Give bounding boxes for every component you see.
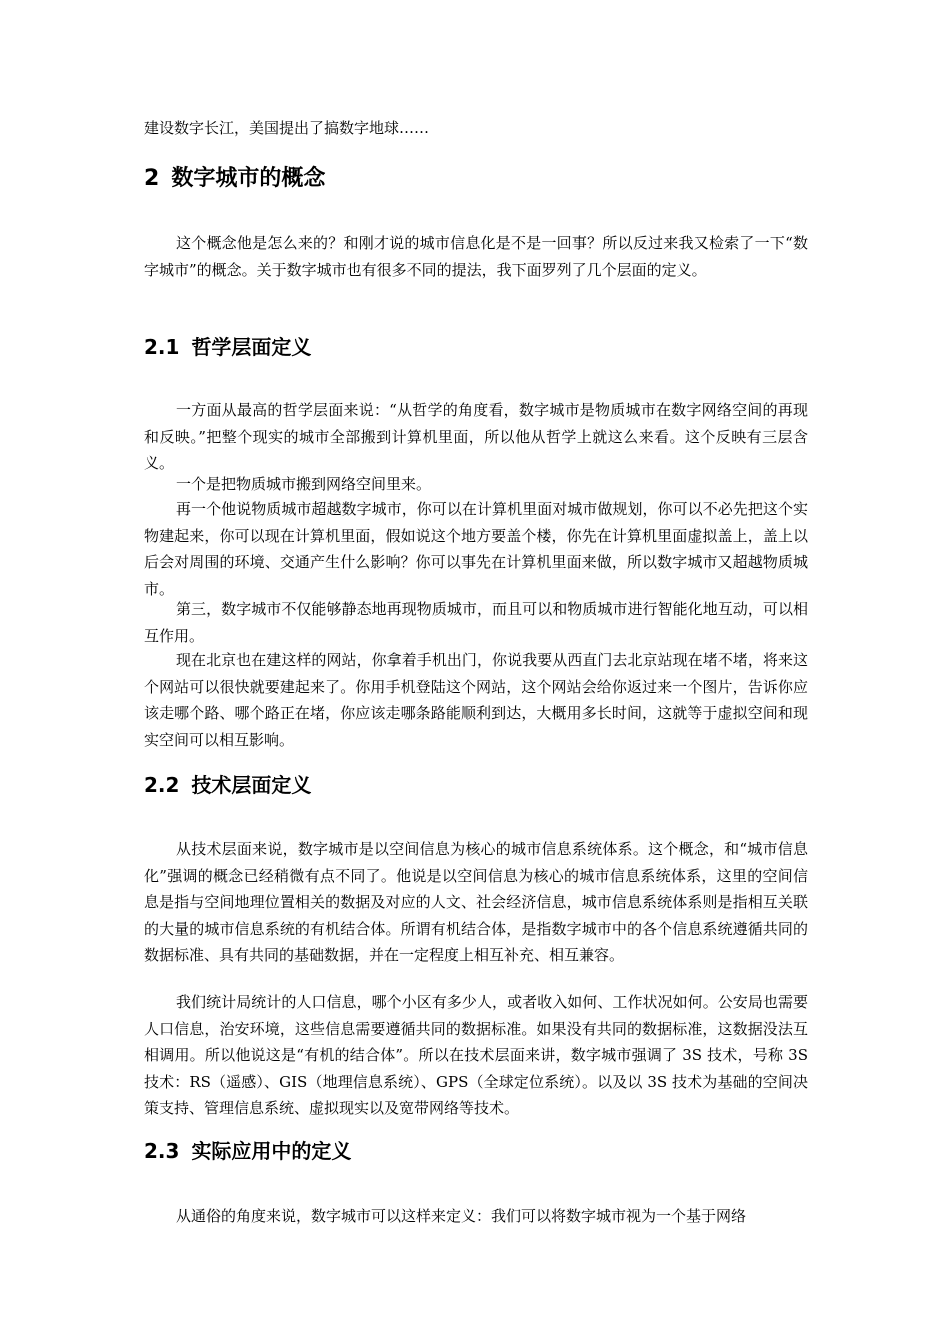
- paragraph: 现在北京也在建这样的网站，你拿着手机出门，你说我要从西直门去北京站现在堵不堵，将来这个网站可以很快就要建起来了。你用手机登陆这个网站，这个网站会给你返过来一个图片，告诉你应该走哪个路、哪个路正在堵，你应该走哪条路能顺利到达，大概用多长时间，这就等于虚拟空间和现实空间可以相互影响。: [144, 651, 808, 749]
- section-number: 2.3: [144, 1139, 180, 1163]
- section-2-3-heading: [144, 1137, 351, 1165]
- paragraph: 一方面从最高的哲学层面来说：“从哲学的角度看，数字城市是物质城市在数字网络空间的再现和反映。”把整个现实的城市全部搬到计算机里面，所以他从哲学上就这么来看。这个反映有三层含义。: [144, 401, 808, 472]
- section-title: 实际应用中的定义: [191, 1139, 352, 1163]
- section-number: 2.2: [144, 773, 180, 797]
- section-2-2-heading: [144, 771, 311, 799]
- section-title: 数字城市的概念: [171, 166, 326, 191]
- continuation-text: 建设数字长江，美国提出了搞数字地球……: [144, 119, 430, 137]
- section-2-1-heading: [144, 333, 311, 361]
- paragraph: 这个概念他是怎么来的？和刚才说的城市信息化是不是一回事？所以反过来我又检索了一下“数字城市”的概念。关于数字城市也有很多不同的提法，我下面罗列了几个层面的定义。: [144, 234, 808, 279]
- section-2-heading: [144, 164, 325, 194]
- section-title: 技术层面定义: [191, 773, 312, 797]
- paragraph: 一个是把物质城市搬到网络空间里来。: [176, 475, 432, 493]
- paragraph: 我们统计局统计的人口信息，哪个小区有多少人，或者收入如何、工作状况如何。公安局也需要人口信息，治安环境，这些信息需要遵循共同的数据标准。如果没有共同的数据标准，这数据没法互相调用。所以他说这是“有机的结合体”。所以在技术层面来讲，数字城市强调了 3S 技术，号称 3S 技术：RS（遥感）、GIS（地理信息系统）、GPS（全球定位系统）。以及以 3S 技术为基础的空间决策支持、管理信息系统、虚拟现实以及宽带网络等技术。: [144, 993, 808, 1117]
- section-number: 2.1: [144, 335, 180, 359]
- section-number: 2: [144, 166, 160, 191]
- paragraph: 从通俗的角度来说，数字城市可以这样来定义：我们可以将数字城市视为一个基于网络: [176, 1207, 747, 1225]
- section-title: 哲学层面定义: [191, 335, 312, 359]
- paragraph: 再一个他说物质城市超越数字城市，你可以在计算机里面对城市做规划，你可以不必先把这个实物建起来，你可以现在计算机里面，假如说这个地方要盖个楼，你先在计算机里面虚拟盖上，盖上以后会对周围的环境、交通产生什么影响？你可以事先在计算机里面来做，所以数字城市又超越物质城市。: [144, 500, 808, 598]
- paragraph: 第三，数字城市不仅能够静态地再现物质城市，而且可以和物质城市进行智能化地互动，可以相互作用。: [144, 600, 808, 645]
- paragraph: 从技术层面来说，数字城市是以空间信息为核心的城市信息系统体系。这个概念，和“城市信息化”强调的概念已经稍微有点不同了。他说是以空间信息为核心的城市信息系统体系，这里的空间信息是指与空间地理位置相关的数据及对应的人文、社会经济信息，城市信息系统体系则是指相互关联的大量的城市信息系统的有机结合体。所谓有机结合体，是指数字城市中的各个信息系统遵循共同的数据标准、具有共同的基础数据，并在一定程度上相互补充、相互兼容。: [144, 840, 808, 964]
